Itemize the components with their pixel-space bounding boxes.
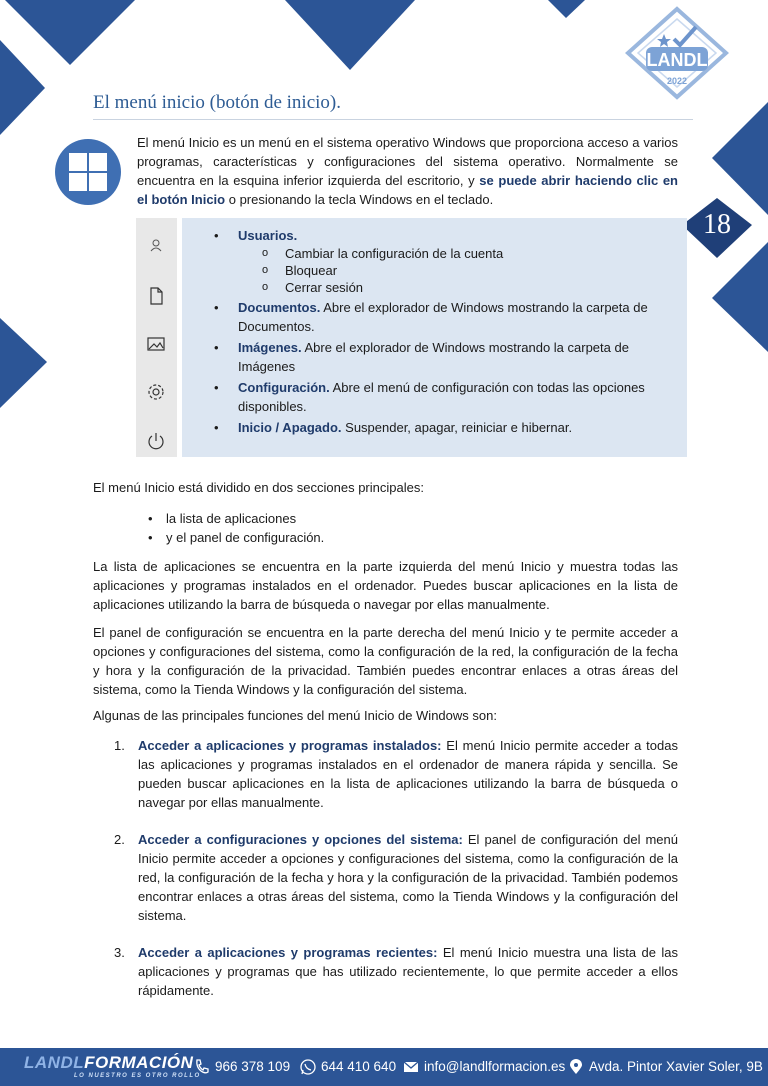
sections-list — [148, 509, 324, 547]
footer-bar — [0, 1048, 768, 1086]
function-item — [111, 736, 678, 812]
whatsapp-icon — [299, 1058, 317, 1076]
windows-logo-icon — [55, 139, 121, 205]
functions-intro: Algunas de las principales funciones del menú Inicio de Windows son: — [93, 708, 497, 723]
email-text: info@landlformacion.es — [424, 1059, 566, 1074]
landl-badge-logo — [622, 5, 732, 100]
menu-option-imagenes — [196, 338, 676, 376]
title-divider — [93, 119, 693, 120]
badge-year: 2022 — [666, 76, 688, 86]
function-title: Acceder a configuraciones y opciones del sistema: — [138, 832, 463, 847]
section-item: • la lista de aplicaciones — [148, 509, 324, 528]
menu-option-apagado — [196, 418, 676, 437]
functions-list — [111, 736, 678, 1018]
function-number: 2. — [114, 832, 125, 847]
location-icon — [567, 1058, 585, 1076]
menu-option-label: Imágenes. — [238, 340, 302, 355]
usuarios-sublist — [238, 245, 676, 296]
gear-icon — [146, 382, 166, 402]
function-text: El menú Inicio muestra una lista de las aplicaciones y programas que has utilizado recientemente, lo que permite acceder a ellos rápidamente. — [138, 945, 679, 998]
intro-bold: se puede abrir haciendo clic en el botón Inicio — [137, 173, 679, 207]
menu-option-text: Abre el explorador de Windows mostrando la carpeta de Documentos. — [238, 300, 648, 334]
badge-label: LANDL — [646, 50, 708, 70]
section-item: • y el panel de configuración. — [148, 528, 324, 547]
page-number: 18 — [703, 209, 731, 240]
menu-option-text: Suspender, apagar, reiniciar e hibernar. — [341, 420, 573, 435]
function-number: 1. — [114, 738, 125, 753]
intro-paragraph — [137, 133, 678, 209]
brand-part-b: FORMACIÓN — [84, 1053, 194, 1072]
function-number: 3. — [114, 945, 125, 960]
menu-option-label: Configuración. — [238, 380, 330, 395]
mail-icon — [402, 1058, 420, 1076]
start-menu-options-list — [196, 226, 676, 439]
function-item — [111, 943, 678, 1000]
function-text: El menú Inicio permite acceder a todas las aplicaciones y programas instalados en el ordenador de manera rápida y sencilla. Se pueden buscar aplicaciones en la lista de aplicaciones utilizando la barra de búsqueda o navegar por ellas manualmente. — [138, 738, 678, 810]
menu-option-usuarios — [196, 226, 676, 296]
function-text: El panel de configuración del menú Inicio permite acceder a opciones y configuraciones del sistema, como la configuración de la red, la configuración de la fecha y hora y la configuración de la privacidad. También podemos encontrar enlaces a otras áreas del sistema, como la Tienda Windows y la configuración del sistema. — [138, 832, 678, 923]
sections-intro: El menú Inicio está dividido en dos secciones principales: — [93, 480, 424, 495]
config-paragraph: El panel de configuración se encuentra en la parte derecha del menú Inicio y te permite acceder a opciones y configuraciones del sistema, como la configuración de la red, la configuración de la fecha y hora y la configuración de la privacidad. También puedes encontrar enlaces a otras áreas del sistema, como la Tienda Windows y la configuración del sistema. — [93, 625, 678, 697]
user-icon — [146, 236, 166, 256]
footer-brand — [24, 1053, 193, 1073]
intro-text: El menú Inicio es un menú en el sistema operativo Windows que proporciona acceso a varios programas, características y configuraciones del sistema operativo. Normalmente se encuentra en la esquina inferior izquierda del escritorio, y — [137, 135, 678, 188]
function-title: Acceder a aplicaciones y programas instalados: — [138, 738, 442, 753]
function-title: Acceder a aplicaciones y programas recientes: — [138, 945, 438, 960]
menu-option-text: Abre el explorador de Windows mostrando la carpeta de Imágenes — [238, 340, 629, 374]
whatsapp-text: 644 410 640 — [321, 1059, 397, 1074]
address-text: Avda. Pintor Xavier Soler, 9B — [589, 1059, 763, 1074]
brand-part-a: LANDL — [24, 1053, 85, 1072]
sub-option: o Bloquear — [238, 262, 676, 279]
image-icon — [146, 334, 166, 354]
apps-paragraph: La lista de aplicaciones se encuentra en la parte izquierda del menú Inicio y muestra todas las aplicaciones y programas instalados en el ordenador. Puedes buscar aplicaciones en la lista de aplicaciones utilizando la barra de búsqueda o navegar por ellas manualmente. — [93, 559, 678, 612]
power-icon — [146, 431, 166, 451]
menu-option-label: Usuarios. — [238, 228, 298, 243]
section-title: El menú inicio (botón de inicio). — [93, 92, 342, 113]
phone-icon — [193, 1058, 211, 1076]
sub-option: o Cerrar sesión — [238, 279, 676, 296]
menu-option-label: Documentos. — [238, 300, 321, 315]
intro-text-end: o presionando la tecla Windows en el teclado. — [225, 192, 494, 207]
phone-text: 966 378 109 — [215, 1059, 291, 1074]
menu-option-documentos — [196, 298, 676, 336]
menu-option-configuracion — [196, 378, 676, 416]
footer-tagline: LO NUESTRO ES OTRO ROLLO — [74, 1073, 201, 1079]
menu-option-text: Abre el menú de configuración con todas las opciones disponibles. — [238, 380, 645, 414]
menu-option-label: Inicio / Apagado. — [238, 420, 342, 435]
sub-option: o Cambiar la configuración de la cuenta — [238, 245, 676, 262]
function-item — [111, 830, 678, 925]
document-icon — [146, 286, 166, 306]
